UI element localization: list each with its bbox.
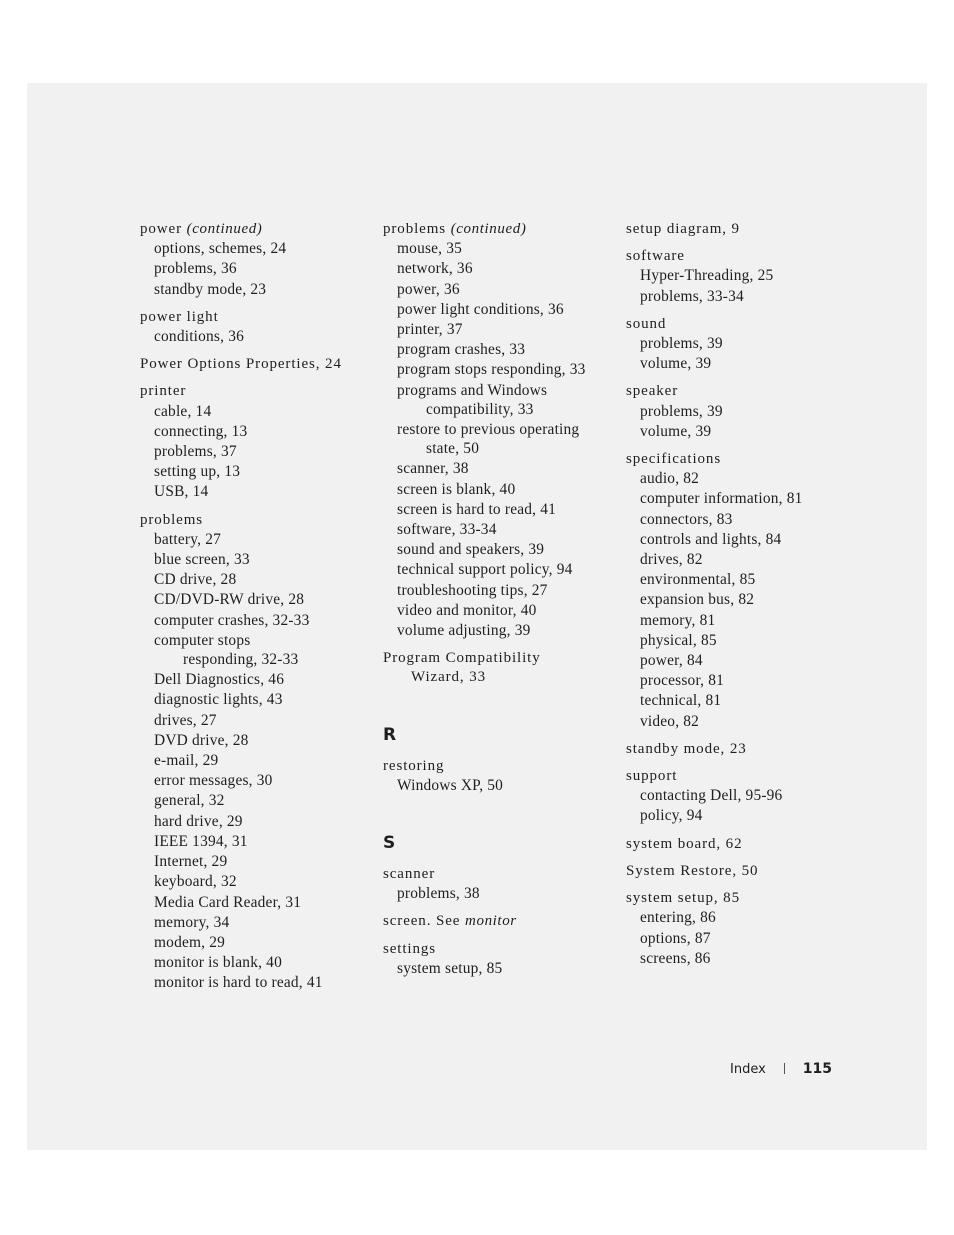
sub-entry: conditions, 36 xyxy=(154,328,245,346)
index-entry xyxy=(383,939,619,979)
index-column-3 xyxy=(626,219,862,976)
index-column-2 xyxy=(383,219,619,986)
sub-entry: problems, 39 xyxy=(640,402,723,420)
index-entry xyxy=(626,861,862,881)
index-entry xyxy=(626,219,862,239)
index-entry xyxy=(626,381,862,442)
index-entry xyxy=(626,449,862,732)
sub-entry: screens, 86 xyxy=(640,949,711,967)
index-entry xyxy=(140,354,376,374)
entry-term: power xyxy=(140,221,182,237)
sub-entry: problems, 36 xyxy=(154,260,237,278)
sub-entry: system setup, 85 xyxy=(397,959,503,977)
sub-entry: policy, 94 xyxy=(640,807,703,825)
sub-entry: Media Card Reader, 31 xyxy=(154,893,302,911)
sub-entry: audio, 82 xyxy=(640,470,700,488)
sub-entry: computer crashes, 32-33 xyxy=(154,611,310,629)
index-entry xyxy=(140,219,376,300)
section-letter-s: S xyxy=(383,833,396,854)
sub-entry: expansion bus, 82 xyxy=(640,591,755,609)
sub-entry: environmental, 85 xyxy=(640,571,756,589)
entry-term: system setup, 85 xyxy=(626,890,740,907)
footer-divider xyxy=(784,1063,785,1074)
sub-entry: general, 32 xyxy=(154,792,225,810)
sub-entry: scanner, 38 xyxy=(397,460,469,478)
sub-entry: problems, 39 xyxy=(640,335,723,353)
sub-entry: screen is hard to read, 41 xyxy=(397,500,557,518)
sub-entry: Hyper-Threading, 25 xyxy=(640,267,774,285)
index-entry xyxy=(626,888,862,969)
sub-entry: physical, 85 xyxy=(640,631,717,649)
entry-term: printer xyxy=(140,383,187,400)
entry-term: Power Options Properties, 24 xyxy=(140,356,342,373)
sub-entry: power, 36 xyxy=(397,280,460,298)
sub-entry: error messages, 30 xyxy=(154,772,273,790)
sub-entry: diagnostic lights, 43 xyxy=(154,691,283,709)
sub-entry: Dell Diagnostics, 46 xyxy=(154,671,285,689)
index-entry xyxy=(140,381,376,502)
sub-entry: power light conditions, 36 xyxy=(397,300,564,318)
sub-entry: Internet, 29 xyxy=(154,853,228,871)
sub-entry: troubleshooting tips, 27 xyxy=(397,581,548,599)
entry-term: problems xyxy=(383,221,447,237)
sub-entry: keyboard, 32 xyxy=(154,873,237,891)
sub-entry: software, 33-34 xyxy=(397,521,497,539)
entry-term: software xyxy=(626,248,685,265)
section-letter-r: R xyxy=(383,724,397,745)
entry-term: standby mode, 23 xyxy=(626,740,747,757)
sub-entry: connecting, 13 xyxy=(154,422,248,440)
index-column-1 xyxy=(140,219,376,1001)
sub-entry: restore to previous operating xyxy=(397,421,580,439)
sub-entry: processor, 81 xyxy=(640,672,725,690)
sub-entry: screen is blank, 40 xyxy=(397,480,516,498)
entry-term: screen. See xyxy=(383,913,461,930)
sub-entry: setting up, 13 xyxy=(154,463,241,481)
sub-entry: USB, 14 xyxy=(154,483,209,501)
sub-entry: contacting Dell, 95-96 xyxy=(640,787,783,805)
sub-entry: sound and speakers, 39 xyxy=(397,541,545,559)
sub-entry: printer, 37 xyxy=(397,321,463,339)
sub-entry: video, 82 xyxy=(640,712,700,730)
entry-term: scanner xyxy=(383,866,436,883)
sub-entry: DVD drive, 28 xyxy=(154,731,249,749)
sub-entry: volume, 39 xyxy=(640,422,712,440)
index-entry xyxy=(626,739,862,759)
entry-term: problems xyxy=(140,511,204,528)
sub-entry: standby mode, 23 xyxy=(154,280,267,298)
index-entry xyxy=(140,510,376,994)
sub-entry: controls and lights, 84 xyxy=(640,530,782,548)
index-entry xyxy=(383,219,619,641)
sub-entry: memory, 81 xyxy=(640,611,716,629)
entry-term: system board, 62 xyxy=(626,835,743,852)
sub-entry: options, 87 xyxy=(640,929,711,947)
page-number: 115 xyxy=(802,1061,833,1077)
see-reference-link: monitor xyxy=(465,913,517,930)
index-page xyxy=(27,83,927,1150)
sub-entry: options, schemes, 24 xyxy=(154,240,287,258)
sub-entry: computer stops xyxy=(154,631,251,649)
index-entry xyxy=(626,766,862,827)
sub-entry: problems, 37 xyxy=(154,443,237,461)
index-entry xyxy=(383,911,619,931)
sub-entry: volume adjusting, 39 xyxy=(397,622,531,640)
index-entry xyxy=(383,864,619,904)
index-entry xyxy=(626,834,862,854)
entry-term: System Restore, 50 xyxy=(626,862,759,879)
sub-entry: monitor is blank, 40 xyxy=(154,954,282,972)
page-footer xyxy=(730,1061,832,1077)
continued-label: (continued) xyxy=(450,221,527,237)
index-entry xyxy=(626,314,862,375)
sub-entry: drives, 82 xyxy=(640,551,703,569)
sub-entry: drives, 27 xyxy=(154,711,217,729)
footer-section-label: Index xyxy=(730,1062,766,1077)
sub-entry: network, 36 xyxy=(397,260,473,278)
entry-term-continuation: Wizard, 33 xyxy=(411,669,487,686)
index-entry xyxy=(626,246,862,307)
sub-entry: blue screen, 33 xyxy=(154,551,250,569)
sub-entry: program stops responding, 33 xyxy=(397,361,586,379)
sub-entry-continuation: responding, 32-33 xyxy=(183,651,299,669)
sub-entry: technical support policy, 94 xyxy=(397,561,573,579)
entry-term: support xyxy=(626,768,678,785)
entry-term: specifications xyxy=(626,451,722,468)
entry-term: speaker xyxy=(626,383,679,400)
sub-entry: problems, 33-34 xyxy=(640,287,744,305)
sub-entry: CD drive, 28 xyxy=(154,571,237,589)
index-entry xyxy=(383,648,619,687)
sub-entry: programs and Windows xyxy=(397,381,548,399)
sub-entry-continuation: compatibility, 33 xyxy=(426,400,534,418)
sub-entry: memory, 34 xyxy=(154,913,230,931)
entry-term: Program Compatibility xyxy=(383,650,541,667)
entry-term: restoring xyxy=(383,757,445,774)
sub-entry: hard drive, 29 xyxy=(154,812,243,830)
sub-entry: CD/DVD-RW drive, 28 xyxy=(154,591,305,609)
entry-term: setup diagram, 9 xyxy=(626,221,740,237)
sub-entry: program crashes, 33 xyxy=(397,341,526,359)
entry-term: sound xyxy=(626,315,667,332)
sub-entry: technical, 81 xyxy=(640,692,722,710)
sub-entry: power, 84 xyxy=(640,652,703,670)
sub-entry: computer information, 81 xyxy=(640,490,803,508)
sub-entry: cable, 14 xyxy=(154,402,212,420)
sub-entry-continuation: state, 50 xyxy=(426,440,480,458)
entry-term: settings xyxy=(383,940,437,957)
continued-label: (continued) xyxy=(186,221,263,237)
sub-entry: video and monitor, 40 xyxy=(397,601,537,619)
sub-entry: connectors, 83 xyxy=(640,510,733,528)
sub-entry: monitor is hard to read, 41 xyxy=(154,974,323,992)
sub-entry: entering, 86 xyxy=(640,909,716,927)
sub-entry: battery, 27 xyxy=(154,530,222,548)
entry-term: power light xyxy=(140,308,219,325)
index-entry xyxy=(383,756,619,796)
sub-entry: modem, 29 xyxy=(154,933,226,951)
index-entry xyxy=(140,307,376,347)
sub-entry: mouse, 35 xyxy=(397,240,463,258)
sub-entry: volume, 39 xyxy=(640,355,712,373)
sub-entry: IEEE 1394, 31 xyxy=(154,832,248,850)
sub-entry: Windows XP, 50 xyxy=(397,776,504,794)
sub-entry: problems, 38 xyxy=(397,885,480,903)
sub-entry: e-mail, 29 xyxy=(154,752,219,770)
